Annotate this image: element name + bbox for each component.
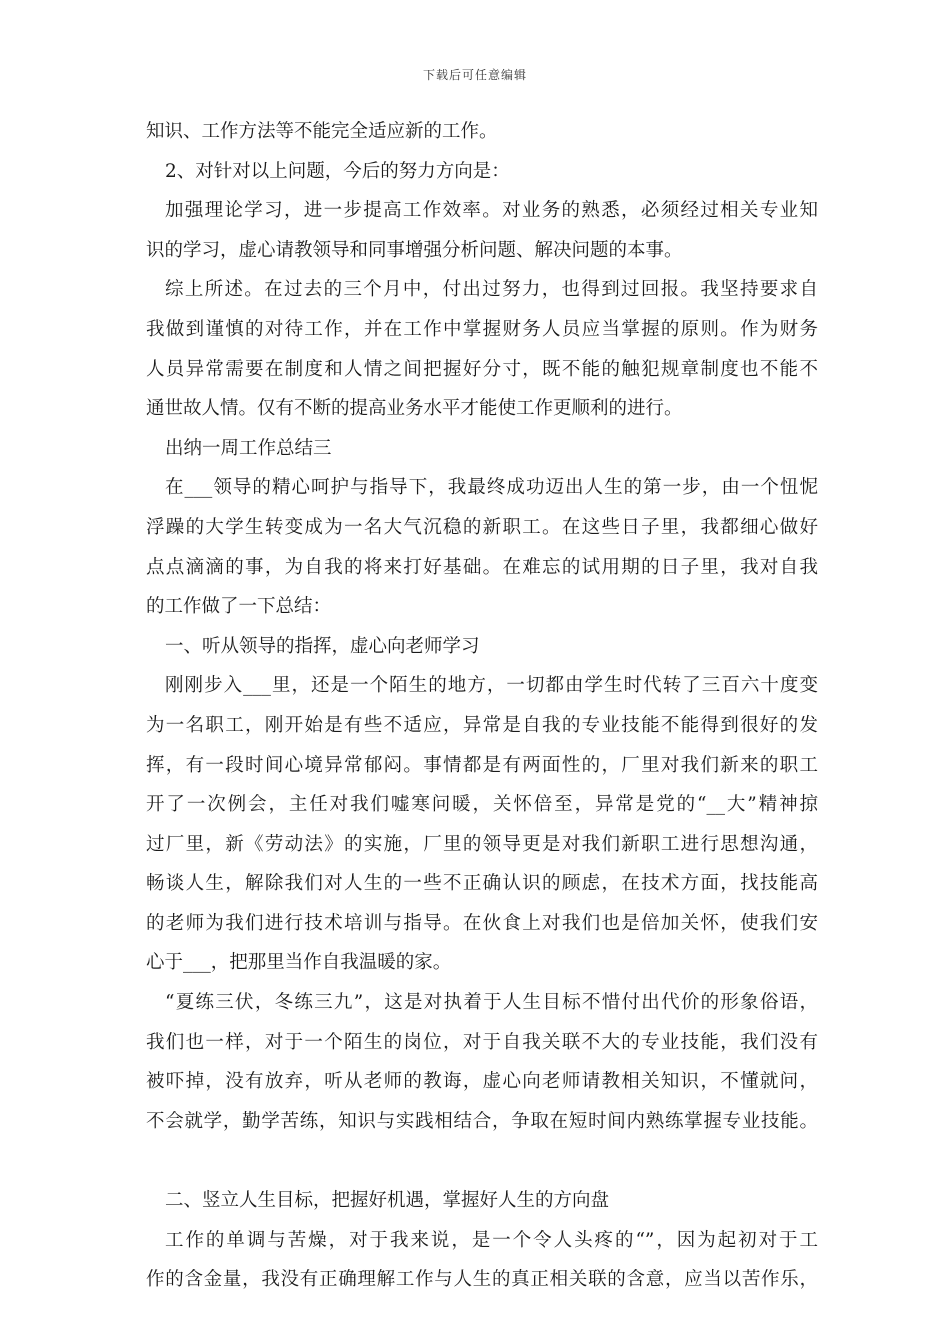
text-line-3: 加强理论学习，进一步提高工作效率。对业务的熟悉，必须经过相关专业知 xyxy=(165,200,818,222)
page-header: 下载后可任意编辑 xyxy=(422,68,527,82)
text-line-30: 作的含金量，我没有正确理解工作与人生的真正相关联的含意，应当以苦作乐， xyxy=(146,1269,818,1291)
text-line-7: 人员异常需要在制度和人情之间把握好分寸，既不能的触犯规章制度也不能不 xyxy=(146,358,818,380)
text-line-13: 的工作做了一下总结： xyxy=(146,596,332,618)
text-line-1: 知识、工作方法等不能完全适应新的工作。 xyxy=(146,121,498,142)
text-line-23: “夏练三伏，冬练三九”，这是对执着于人生目标不惜付出代价的形象俗语， xyxy=(165,992,818,1014)
section-heading: 出纳一周工作总结三 xyxy=(165,437,332,459)
subheading-1: 一、听从领导的指挥，虚心向老师学习 xyxy=(165,635,480,657)
text-line-26: 不会就学，勤学苦练，知识与实践相结合，争取在短时间内熟练掌握专业技能。 xyxy=(146,1110,818,1132)
blank-line xyxy=(146,1141,818,1181)
text-line-2: 2、对针对以上问题，今后的努力方向是： xyxy=(165,160,510,182)
text-line-17: 挥，有一段时间心境异常郁闷。事情都是有两面性的，厂里对我们新来的职工 xyxy=(146,754,818,776)
text-line-29: 工作的单调与苦燥，对于我来说，是一个令人头疼的“”，因为起初对于工 xyxy=(165,1229,818,1251)
text-line-11: 浮躁的大学生转变成为一名大气沉稳的新职工。在这些日子里，我都细心做好 xyxy=(146,516,818,538)
text-line-24: 我们也一样，对于一个陌生的岗位，对于自我关联不大的专业技能，我们没有 xyxy=(146,1031,818,1053)
text-line-15: 刚刚步入___里，还是一个陌生的地方，一切都由学生时代转了三百六十度变 xyxy=(165,675,818,697)
text-line-8: 通世故人情。仅有不断的提高业务水平才能使工作更顺利的进行。 xyxy=(146,398,683,420)
subheading-2: 二、竖立人生目标，把握好机遇，掌握好人生的方向盘 xyxy=(165,1190,610,1212)
text-line-16: 为一名职工，刚开始是有些不适应，异常是自我的专业技能不能得到很好的发 xyxy=(146,714,818,736)
text-line-20: 畅谈人生，解除我们对人生的一些不正确认识的顾虑，在技术方面，找技能高 xyxy=(146,873,818,895)
text-line-10: 在___领导的精心呵护与指导下，我最终成功迈出人生的第一步，由一个忸怩 xyxy=(165,477,818,499)
text-line-18: 开了一次例会，主任对我们嘘寒问暖，关怀倍至，异常是党的“__大”精神掠 xyxy=(146,794,818,816)
text-line-25: 被吓掉，没有放弃，听从老师的教诲，虚心向老师请教相关知识，不懂就问， xyxy=(146,1071,818,1093)
text-line-21: 的老师为我们进行技术培训与指导。在伙食上对我们也是倍加关怀，使我们安 xyxy=(146,912,818,934)
document-body xyxy=(146,112,818,1300)
text-line-12: 点点滴滴的事，为自我的将来打好基础。在难忘的试用期的日子里，我对自我 xyxy=(146,556,818,578)
text-line-22: 心于___，把那里当作自我温暖的家。 xyxy=(146,952,452,974)
text-line-5: 综上所述。在过去的三个月中，付出过努力，也得到过回报。我坚持要求自 xyxy=(165,279,818,301)
text-line-6: 我做到谨慎的对待工作，并在工作中掌握财务人员应当掌握的原则。作为财务 xyxy=(146,318,818,340)
text-line-4: 识的学习，虚心请教领导和同事增强分析问题、解决问题的本事。 xyxy=(146,239,683,261)
text-line-19: 过厂里，新《劳动法》的实施，厂里的领导更是对我们新职工进行思想沟通， xyxy=(146,833,818,855)
